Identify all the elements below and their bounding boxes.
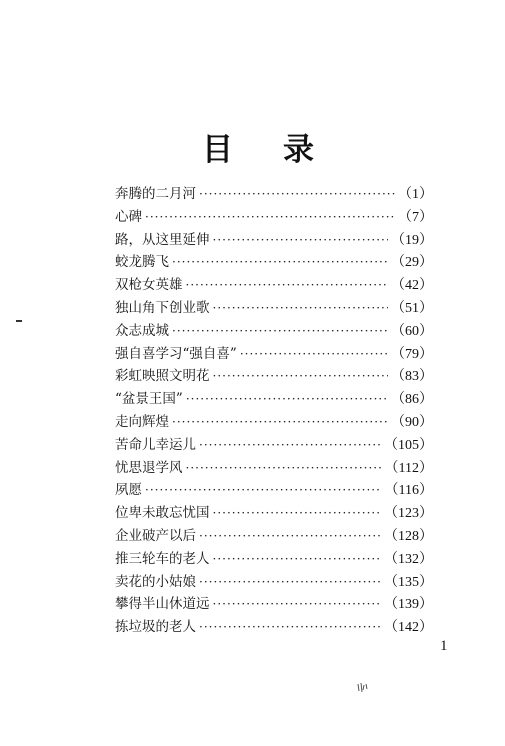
leader-dots: [213, 297, 389, 320]
toc-entry: [115, 229, 433, 252]
toc-entry-title: 位卑未敢忘忧国: [115, 505, 210, 522]
leader-dots: [186, 388, 388, 411]
toc-entry-page: （79）: [391, 346, 433, 362]
toc-entry-title: 企业破产以后: [115, 527, 196, 544]
scan-margin-mark: [16, 320, 22, 322]
toc-entry: [115, 251, 433, 274]
toc-entry: [115, 365, 433, 388]
leader-dots: [199, 434, 381, 457]
toc-entry: [115, 343, 433, 366]
toc-entry-page: （19）: [391, 232, 433, 248]
leader-dots: [199, 616, 381, 639]
toc-entry-page: （60）: [391, 323, 433, 339]
leader-dots: [172, 251, 388, 274]
toc-entry: [115, 206, 433, 229]
toc-entry-title: 苦命儿幸运儿: [115, 436, 196, 453]
toc-entry-page: （7）: [398, 209, 433, 225]
leader-dots: [213, 593, 382, 616]
toc-entry: [115, 183, 433, 206]
leader-dots: [199, 571, 381, 594]
toc-entry: [115, 593, 433, 616]
toc-entry-title: 心碑: [115, 208, 142, 225]
toc-entry: [115, 274, 433, 297]
toc-entry-page: （139）: [384, 597, 433, 613]
toc-entry-page: （1）: [398, 187, 433, 202]
leader-dots: [213, 502, 382, 525]
toc-entry: [115, 616, 433, 639]
toc-entry-page: （142）: [384, 620, 433, 636]
toc-entry-page: （128）: [384, 528, 433, 544]
toc-entry-title: 彩虹映照文明花: [115, 368, 210, 385]
leader-dots: [145, 479, 382, 502]
page-number: 1: [440, 638, 448, 654]
toc-entry: [115, 571, 433, 594]
leader-dots: [186, 274, 389, 297]
toc-entry: [115, 434, 433, 457]
toc-entry-title: 忧思退学风: [115, 459, 183, 476]
toc-entry-title: 夙愿: [115, 482, 142, 499]
toc-entry-page: （135）: [384, 574, 433, 590]
leader-dots: [213, 365, 389, 388]
toc-entry-title: 卖花的小姑娘: [115, 573, 196, 590]
leader-dots: [199, 525, 381, 548]
toc-entry-title: 奔腾的二月河: [115, 186, 196, 202]
title-char-mu: 目: [202, 132, 233, 168]
scan-smudge: [356, 681, 370, 693]
toc-entry-page: （42）: [391, 278, 433, 294]
toc-entry: [115, 479, 433, 502]
page-title: [0, 128, 505, 172]
toc-entry-page: （83）: [391, 369, 433, 385]
toc-entry-page: （123）: [384, 506, 433, 522]
toc-entry: [115, 297, 433, 320]
toc-entry: [115, 502, 433, 525]
leader-dots: [199, 183, 395, 206]
toc-entry-title: 推三轮车的老人: [115, 550, 210, 567]
toc-entry-page: （90）: [391, 414, 433, 430]
toc-entry-page: （86）: [391, 392, 433, 408]
toc-entry-title: 众志成城: [115, 322, 169, 339]
toc-entry: [115, 388, 433, 411]
leader-dots: [240, 343, 388, 366]
toc-entry: [115, 525, 433, 548]
toc-entry-page: （105）: [384, 437, 433, 453]
toc-entry-title: 攀得半山休道远: [115, 596, 210, 613]
toc-entry-title: 蛟龙腾飞: [115, 254, 169, 271]
toc-entry-title: 独山角下创业歌: [115, 299, 210, 316]
leader-dots: [213, 548, 382, 571]
toc-entry-title: 双枪女英雄: [115, 277, 183, 294]
toc-entry-title: 路，从这里延伸: [115, 231, 210, 248]
toc-entry: [115, 320, 433, 343]
toc-entry-title: 走向辉煌: [115, 413, 169, 430]
toc-entry-page: （112）: [384, 460, 433, 476]
toc-entry-title: 拣垃圾的老人: [115, 619, 196, 636]
toc-entry: [115, 457, 433, 480]
toc-entry-page: （29）: [391, 255, 433, 271]
toc-entry-page: （51）: [391, 300, 433, 316]
leader-dots: [213, 229, 389, 252]
toc-entry: [115, 411, 433, 434]
toc-entry-page: （116）: [384, 483, 433, 499]
toc-entry: [115, 548, 433, 571]
leader-dots: [145, 206, 395, 229]
table-of-contents: [115, 183, 433, 639]
toc-entry-title: “盆景王国”: [115, 391, 183, 408]
leader-dots: [172, 411, 388, 434]
leader-dots: [186, 457, 382, 480]
title-char-lu: 录: [283, 132, 314, 168]
leader-dots: [172, 320, 388, 343]
toc-entry-title: 强自喜学习“强自喜”: [115, 345, 237, 362]
toc-entry-page: （132）: [384, 551, 433, 567]
